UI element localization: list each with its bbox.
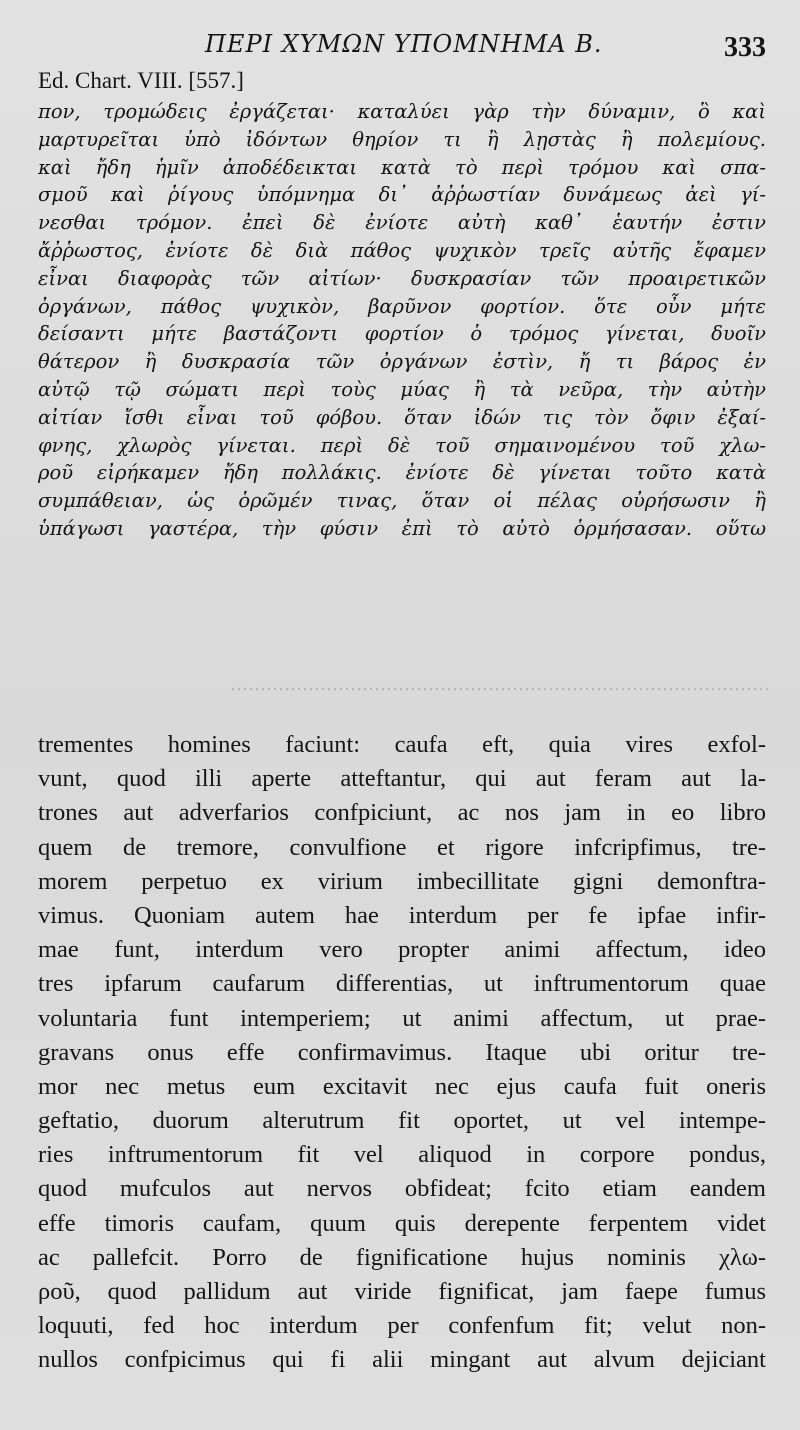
latin-text-line: geftatio, duorum alterutrum fit oportet, ut vel intempe- — [38, 1107, 766, 1135]
latin-text-line: quem de tremore, convulfione et rigore infcripfimus, tre- — [38, 833, 766, 861]
greek-text-line: πον, τρομώδεις ἐργάζεται· καταλύει γὰρ τὴν δύναμιν, ὃ καὶ — [38, 100, 766, 123]
latin-text-line: ac pallefcit. Porro de fignificatione hujus nominis χλω- — [38, 1243, 766, 1271]
latin-text-line: effe timoris caufam, quum quis derepente ferpentem videt — [38, 1209, 766, 1237]
greek-text-block — [38, 98, 766, 543]
latin-text-line: morem perpetuo ex virium imbecillitate gigni demonftra- — [38, 867, 766, 895]
greek-text-line: σμοῦ καὶ ῥίγους ὑπόμνημα δι᾽ ἀῤῥωστίαν δυνάμεως ἀεὶ γί- — [38, 183, 766, 207]
latin-text-line: vunt, quod illi aperte atteftantur, qui aut feram aut la- — [38, 765, 766, 793]
latin-text-line: gravans onus effe confirmavimus. Itaque ubi oritur tre- — [38, 1038, 766, 1066]
greek-text-line: νεσθαι τρόμον. ἐπεὶ δὲ ἐνίοτε αὐτὴ καθ᾽ ἑαυτήν ἐστιν — [38, 211, 766, 235]
running-head — [0, 30, 800, 70]
latin-text-line: trementes homines faciunt: caufa eft, quia vires exfol- — [38, 731, 766, 758]
greek-text-line: συμπάθειαν, ὡς ὁρῶμέν τινας, ὅταν οἱ πέλας οὐρήσωσιν ἢ — [38, 489, 766, 513]
greek-text-line: ὀργάνων, πάθος ψυχικὸν, βαρῦνον φορτίον. ὅτε οὖν μήτε — [38, 294, 766, 318]
latin-text-block — [38, 728, 766, 1378]
latin-text-line: loquuti, fed hoc interdum per confenfum fit; velut non- — [38, 1312, 766, 1340]
show-through-text: ……………………………………………………………………………… — [230, 674, 770, 695]
greek-text-line: δείσαντι μήτε βαστάζοντι φορτίον ὁ τρόμος γίνεται, δυοῖν — [38, 322, 766, 346]
greek-text-line: ὑπάγωσι γαστέρα, τὴν φύσιν ἐπὶ τὸ αὐτὸ ὁρμήσασαν. οὕτω — [38, 516, 766, 540]
greek-text-line: αἰτίαν ἴσθι εἶναι τοῦ φόβου. ὅταν ἰδών τις τὸν ὄφιν ἐξαί- — [38, 405, 766, 429]
edition-reference: Ed. Chart. VIII. [557.] — [38, 68, 244, 93]
greek-text-line: ροῦ εἰρήκαμεν ἤδη πολλάκις. ἐνίοτε δὲ γίνεται τοῦτο κατὰ — [38, 461, 766, 485]
latin-text-line: mae funt, interdum vero propter animi affectum, ideo — [38, 936, 766, 964]
greek-text-line: καὶ ἤδη ἡμῖν ἀποδέδεικται κατὰ τὸ περὶ τρόμου καὶ σπα- — [38, 155, 766, 179]
greek-text-line: θάτερον ἢ δυσκρασία τῶν ὀργάνων ἐστὶν, ἤ τι βάρος ἐν — [38, 350, 766, 374]
latin-text-line: trones aut adverfarios confpiciunt, ac nos jam in eo libro — [38, 799, 766, 827]
latin-text-line: tres ipfarum caufarum differentias, ut inftrumentorum quae — [38, 970, 766, 998]
greek-text-line: μαρτυρεῖται ὑπὸ ἰδόντων θηρίον τι ἢ λῃστὰς ἢ πολεμίους. — [38, 127, 766, 151]
greek-text-line: φνης, χλωρὸς γίνεται. περὶ δὲ τοῦ σημαινομένου τοῦ χλω- — [38, 433, 766, 457]
latin-text-line: vimus. Quoniam autem hae interdum per fe ipfae infir- — [38, 901, 766, 929]
latin-text-line: quod mufculos aut nervos obfideat; fcito etiam eandem — [38, 1175, 766, 1203]
latin-text-line: ροῦ, quod pallidum aut viride fignificat, jam faepe fumus — [38, 1278, 766, 1305]
greek-text-line: εἶναι διαφορὰς τῶν αἰτίων· δυσκρασίαν τῶν προαιρετικῶν — [38, 266, 766, 290]
latin-text-line: nullos confpicimus qui fi alii mingant aut alvum dejiciant — [38, 1346, 766, 1374]
latin-text-line: voluntaria funt intemperiem; ut animi affectum, ut prae- — [38, 1004, 766, 1032]
page-number: 333 — [724, 32, 766, 63]
running-title: ΠΕΡΙ ΧΥΜΩΝ ΥΠΟΜΝΗΜΑ Β. — [205, 30, 603, 58]
greek-text-line: αὐτῷ τῷ σώματι περὶ τοὺς μύας ἢ τὰ νεῦρα, τὴν αὐτὴν — [38, 377, 766, 401]
latin-text-line: ries inftrumentorum fit vel aliquod in corpore pondus, — [38, 1141, 766, 1169]
latin-text-line: mor nec metus eum excitavit nec ejus caufa fuit oneris — [38, 1072, 766, 1100]
greek-text-line: ἄῤῥωστος, ἐνίοτε δὲ διὰ πάθος ψυχικὸν τρεῖς αὐτῆς ἔφαμεν — [38, 238, 766, 262]
